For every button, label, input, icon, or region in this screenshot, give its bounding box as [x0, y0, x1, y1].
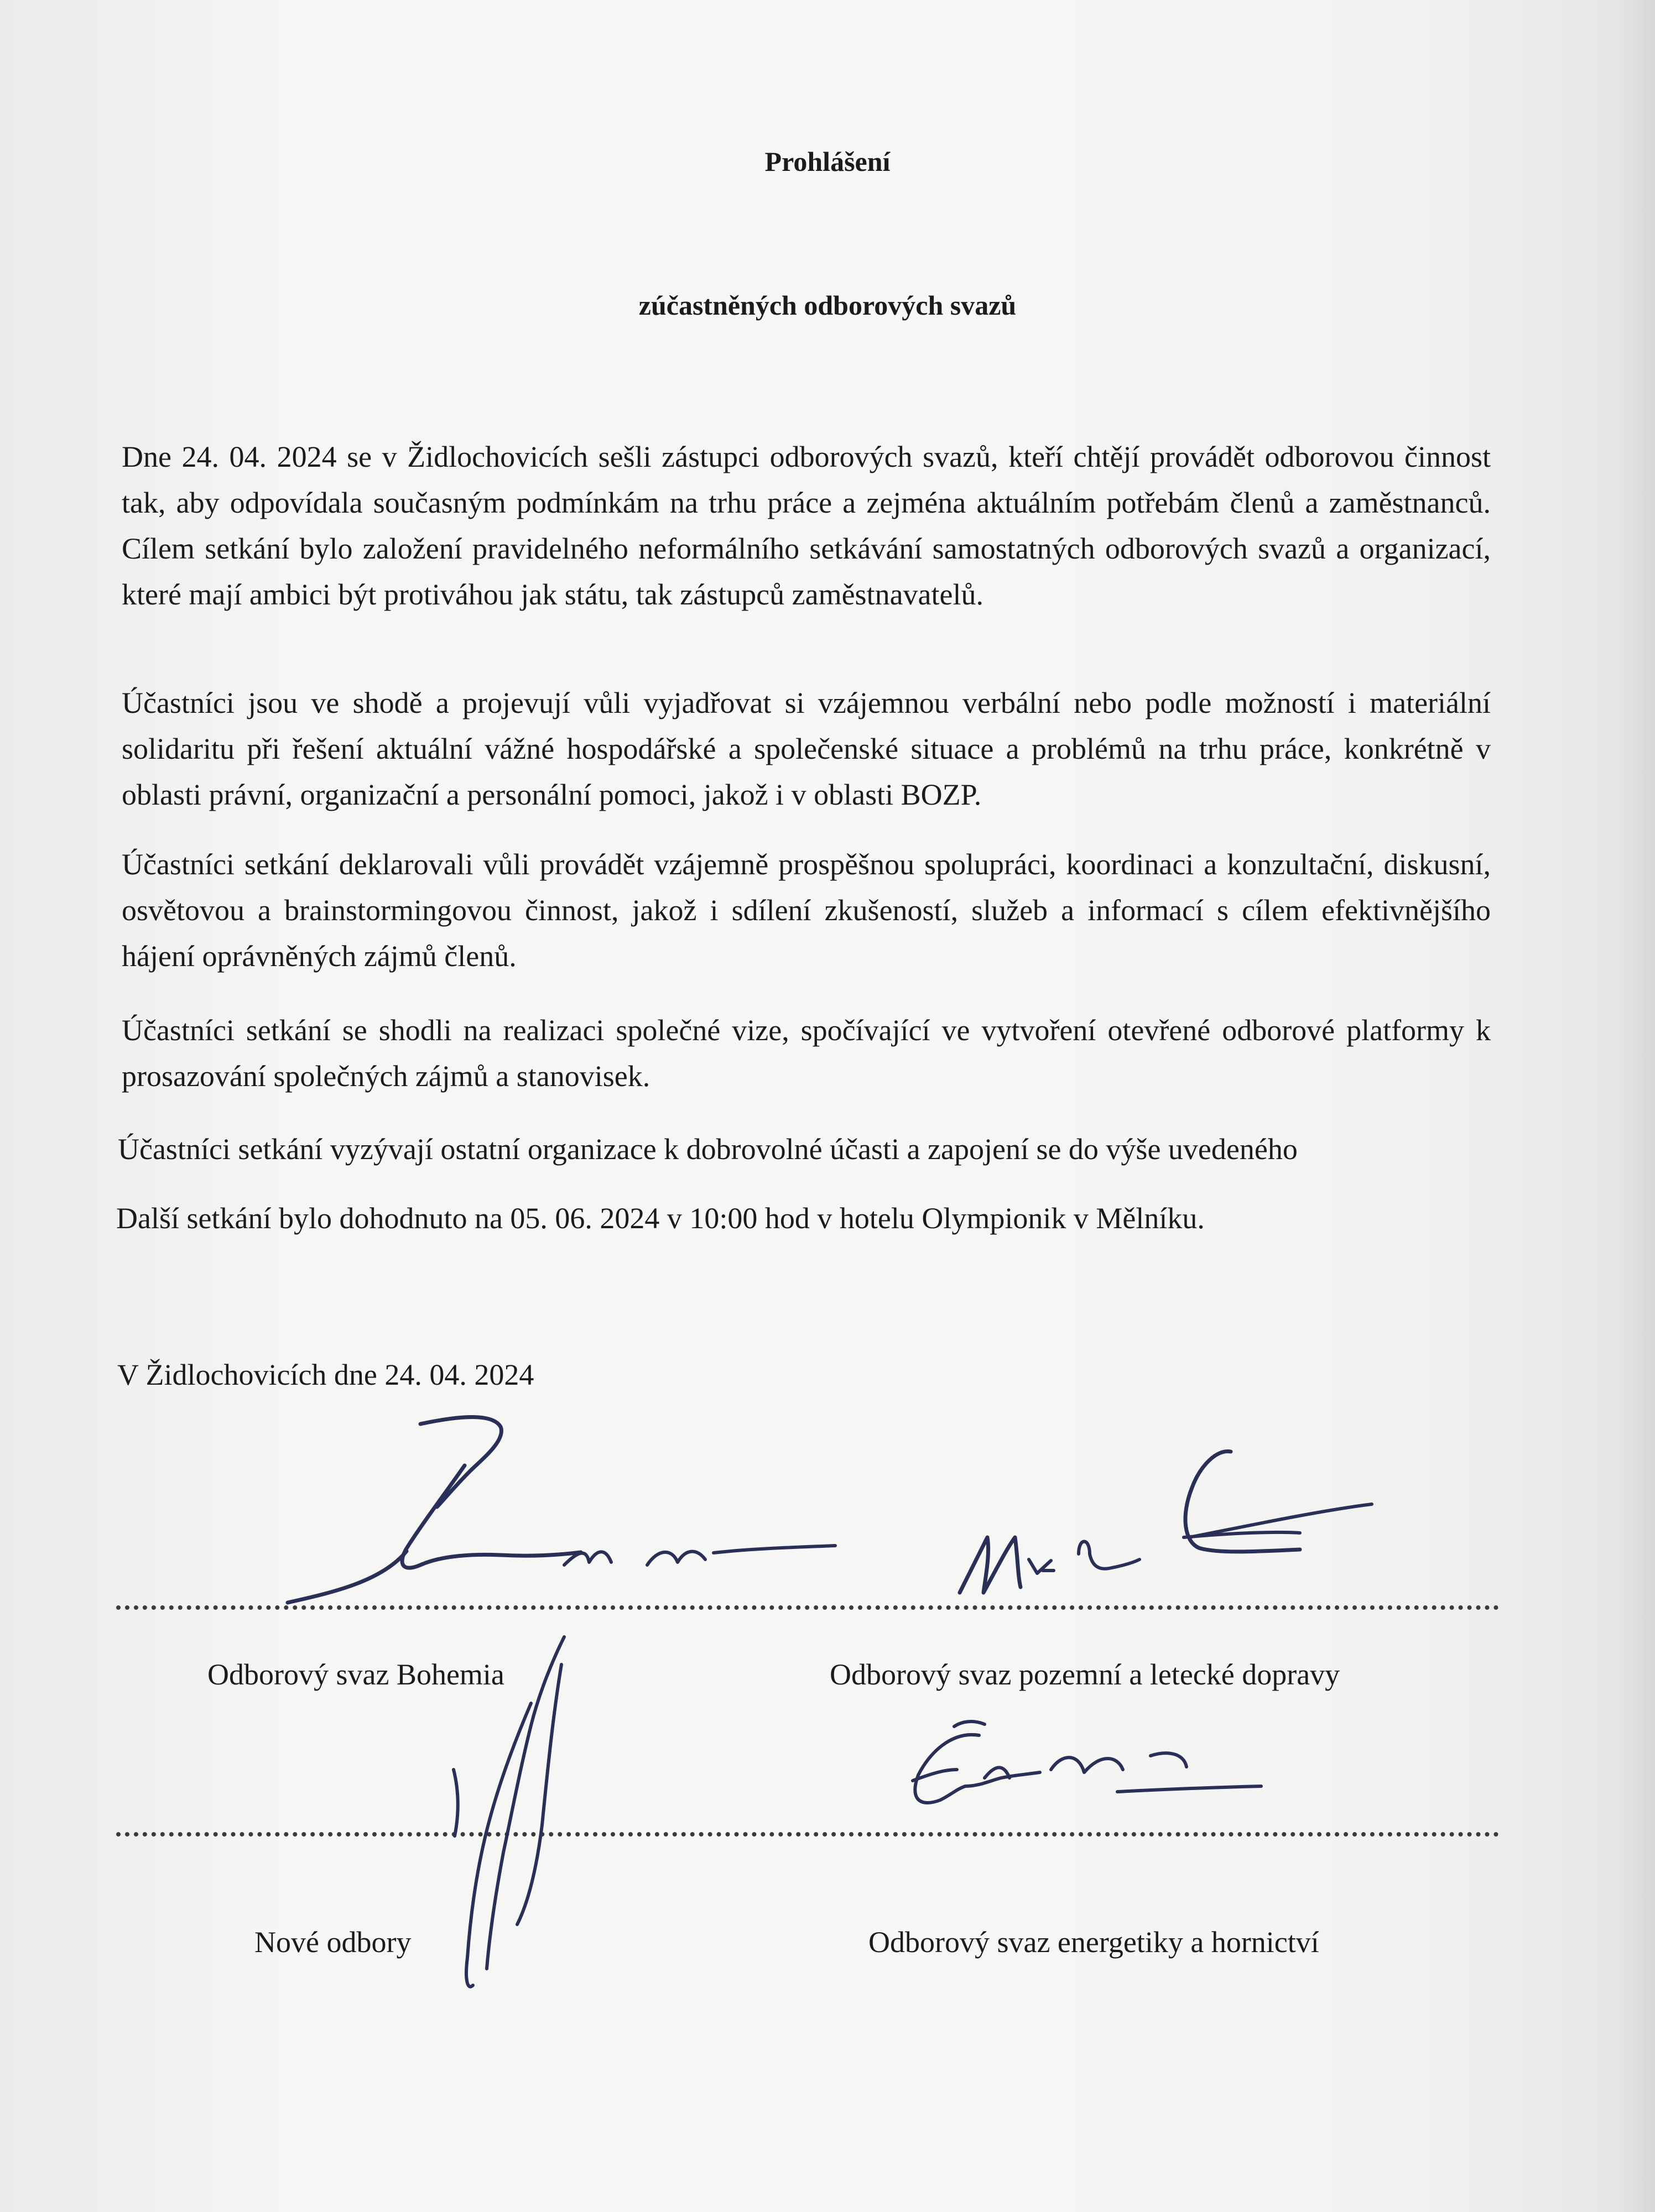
- document-title: Prohlášení: [764, 146, 891, 177]
- paragraph-invitation: Účastníci setkání vyzývají ostatní organizace k dobrovolné účasti a zapojení se do výše uvedeného: [118, 1133, 1298, 1166]
- signature-energy-mining: [913, 1721, 1261, 1803]
- signatory-bohemia: Odborový svaz Bohemia: [207, 1658, 504, 1691]
- place-and-date: V Židlochovicích dne 24. 04. 2024: [117, 1358, 534, 1391]
- page-edge-shadow: [1616, 0, 1655, 2212]
- signatory-nove-odbory: Nové odbory: [254, 1926, 412, 1959]
- signatory-ground-air-transport: Odborový svaz pozemní a letecké dopravy: [830, 1658, 1340, 1691]
- signature-line-bottom: [116, 1832, 1499, 1837]
- signature-line-top: [116, 1605, 1499, 1610]
- paragraph-solidarity: Účastníci jsou ve shodě a projevují vůli vyjadřovat si vzájemnou verbální nebo podle možností i materiální solidaritu při řešení aktuální vážné hospodářské a společenské situace a problémů na trhu práce, konkrétně v oblasti právní, organizační a personální pomoci, jakož i v oblasti BOZP.: [122, 686, 1491, 811]
- signature-bohemia: [288, 1417, 835, 1603]
- paragraph-cooperation: Účastníci setkání deklarovali vůli provádět vzájemně prospěšnou spolupráci, koordinaci a konzultační, diskusní, osvětovou a brainstormingovou činnost, jakož i sdílení zkušeností, služeb a informací s cílem efektivnějšího hájení oprávněných zájmů členů.: [122, 848, 1491, 973]
- paragraph-meeting-intro: Dne 24. 04. 2024 se v Židlochovicích sešli zástupci odborových svazů, kteří chtějí provádět odborovou činnost tak, aby odpovídala současným podmínkám na trhu práce a zejména aktuálním potřebám členů a zaměstnanců. Cílem setkání bylo založení pravidelného neformálního setkávání samostatných odborových svazů a organizací, které mají ambici být protiváhou jak státu, tak zástupců zaměstnavatelů.: [122, 440, 1491, 611]
- paragraph-next-meeting: Další setkání bylo dohodnuto na 05. 06. 2024 v 10:00 hod v hotelu Olympionik v Mělníku.: [116, 1202, 1205, 1235]
- signatory-energy-mining: Odborový svaz energetiky a hornictví: [868, 1926, 1319, 1959]
- paragraph-shared-vision: Účastníci setkání se shodli na realizaci společné vize, spočívající ve vytvoření otevřené odborové platformy k prosazování společných zájmů a stanovisek.: [122, 1014, 1491, 1093]
- document-subtitle: zúčastněných odborových svazů: [638, 290, 1017, 321]
- signature-ground-air-transport: [960, 1451, 1372, 1593]
